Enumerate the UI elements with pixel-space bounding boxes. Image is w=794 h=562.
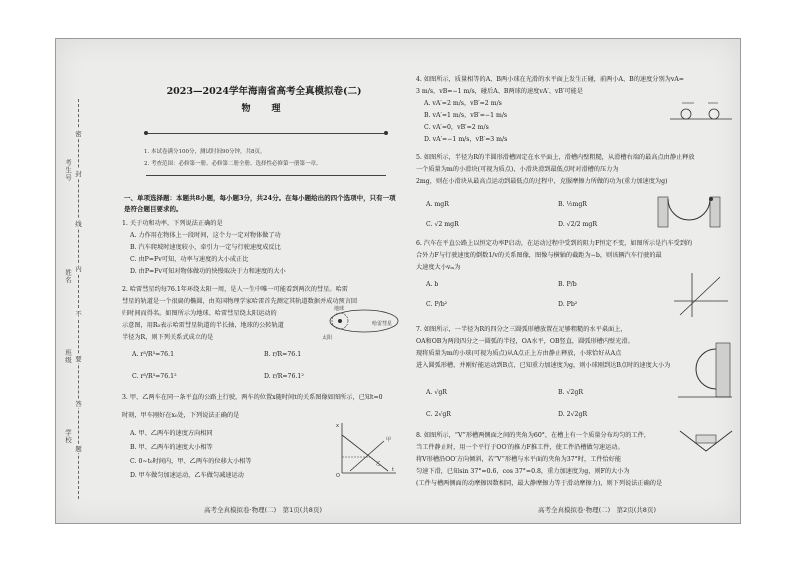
q5-option-a: A. mgR: [426, 201, 449, 208]
q5-semicircle-track: [656, 195, 722, 229]
slider-block-icon: [709, 197, 713, 201]
q7-option-d: D. 2√2gR: [558, 411, 588, 418]
question-7-stem-2: OA和OB为两段四分之一圆弧的半径，OA水平，OB竖直，圆弧形槽内壁光滑。: [416, 338, 634, 345]
q4-option-b: B. vA′=1 m/s，vB′=−1 m/s: [424, 112, 508, 119]
question-2-stem-5: 半径为R，则下列关系式成立的是: [122, 334, 214, 341]
q4-collision-figure: [668, 97, 734, 125]
q6-option-d: D. Pb²: [558, 301, 578, 308]
question-3-stem-1: 3. 甲、乙两车在同一条平直的公路上行驶，两车的位置x随时间t的关系图像如图所示，已知t=0: [122, 394, 383, 401]
question-8-stem-5: (工件与槽两侧面的动摩擦因数相同，最大静摩擦力等于滑动摩擦力)，则下列说法正确的是: [416, 480, 663, 487]
fig-label-sun: 太阳: [322, 335, 333, 341]
line-yi: [342, 435, 388, 471]
question-8-stem-3: 将V形槽沿OO′方向倾斜，若“V”形槽与水平面的夹角为37°时，工件恰好能: [416, 456, 622, 463]
question-1-stem: 1. 关于功和功率，下列说法正确的是: [122, 220, 223, 227]
q6-force-graph: [670, 271, 730, 319]
exam-title: 2023—2024学年海南省高考全真模拟卷(二): [166, 86, 362, 97]
q7-option-c: C. 2√gR: [426, 411, 451, 418]
track-right-wall: [710, 197, 720, 227]
q4-option-d: D. vA′=−1 m/s，vB′=3 m/s: [424, 136, 508, 143]
question-7-stem-4: 进入圆弧形槽，并刚好能运动到B点，已知重力加速度为g，则小球刚到达B点时的速度大小为: [416, 362, 671, 369]
question-8-stem-1: 8. 如图所示，“V”形槽两侧面之间的夹角为60°，在槽上有一个质量分布均匀的工件，: [416, 432, 651, 439]
q4-option-c: C. vA′=0，vB′=2 m/s: [424, 124, 489, 131]
question-7-stem-3: 现将质量为m的小球(可视为质点)从A点正上方由静止释放，小球恰好从A点: [416, 350, 622, 357]
q7-option-a: A. √gR: [426, 389, 447, 396]
bullet-dot: [384, 131, 388, 135]
graph-line: [680, 277, 720, 315]
fold-char: 答: [73, 399, 84, 408]
q2-option-a: A. r³/R³=76.1: [132, 351, 175, 358]
question-2-stem-4: 示意图，用R₀表示哈雷彗星轨道的半长轴，地球的公转轨道: [122, 322, 284, 329]
sun-icon: [338, 319, 342, 323]
question-2-stem-2: 彗星的轨道是一个很扁的椭圆，由英国物理学家哈雷首先测定其轨道数据并成功预言回: [122, 298, 358, 305]
track-left-wall: [658, 197, 668, 227]
fold-char: 不: [73, 309, 84, 318]
q2-option-b: B. r/R=76.1: [264, 351, 302, 358]
q6-option-b: B. P/b: [558, 281, 577, 288]
divider: [146, 133, 386, 134]
margin-label-school: 学校: [64, 429, 72, 444]
section-heading: 一、单项选择题：本题共8小题，每小题3分，共24分。在每小题给出的四个选项中，只有一项是符合题目要求的。: [124, 194, 396, 213]
question-5-stem-3: 2mg，则在小滑块从最高点运动到最低点的过程中，克服摩擦力所做的功为(重力加速度为g): [416, 178, 668, 185]
fold-char: 封: [73, 169, 84, 178]
question-8-stem-2: 当工件静止时，用一个平行于OO′的推力F推工件，使工件沿槽做匀速运动。: [416, 444, 624, 451]
fold-line: [78, 99, 79, 499]
track-curve: [668, 199, 710, 220]
divider: [146, 175, 386, 176]
question-7-stem-1: 7. 如图所示，一半径为R的四分之三圆弧形槽放置在足够粗糙的水平桌面上，: [416, 326, 627, 333]
margin-label-class: 班级: [64, 349, 72, 364]
question-8-stem-4: 匀速下滑，已知sin 37°=0.6，cos 37°=0.8，重力加速度为g，则F的大小为: [416, 468, 630, 475]
q2-orbit-figure: [320, 301, 400, 341]
question-5-stem-2: 一个质量为m的小滑块(可视为质点)，小滑块滑到最低点时对滑槽的压力为: [416, 166, 619, 173]
q2-option-d: D. r/R=76.1²: [264, 373, 304, 380]
q5-option-d: D. √2/2 mgR: [558, 221, 598, 228]
fig-label-t: t: [392, 467, 394, 473]
fold-char: 线: [73, 219, 84, 228]
q3-option-a: A. 甲、乙两车的速度方向相同: [130, 430, 213, 437]
q1-option-d: D. 由P=Fv可知对物体做功的快慢取决于力和速度的大小: [130, 268, 286, 275]
footer-page-1: 高考全真模拟卷·物理(二) 第1页(共8页): [204, 506, 322, 514]
bullet-dot: [144, 131, 148, 135]
question-6-stem-3: 大速度大小vₘ为: [416, 264, 461, 271]
fold-char: 内: [73, 264, 84, 273]
question-2-stem-3: 归时间而得名。如图所示为地球、哈雷彗星绕太阳运动的: [122, 310, 277, 317]
fig-label-o: O: [336, 473, 340, 477]
exam-sheet: [55, 38, 741, 524]
groove-arc: [696, 349, 716, 389]
fig-label-jia: 甲: [386, 437, 392, 443]
footer-page-2: 高考全真模拟卷·物理(二) 第2页(共8页): [538, 506, 656, 514]
fig-label-comet: 哈雷彗星: [372, 321, 393, 327]
fig-label-x: x: [336, 423, 339, 429]
q3-option-b: B. 甲、乙两车的速度大小相等: [130, 444, 213, 451]
q3-option-d: D. 甲车做匀加速运动，乙车做匀减速运动: [130, 472, 244, 479]
question-6-stem-1: 6. 汽车在平直公路上以恒定功率P启动，在运动过程中受到的阻力F恒定不变，如图所示是汽车受到的: [416, 240, 693, 247]
q5-option-c: C. √2 mgR: [426, 221, 459, 228]
workpiece: [696, 435, 716, 443]
q6-option-a: A. b: [426, 281, 439, 288]
question-5-stem-1: 5. 如图所示，半径为R的半圆形滑槽固定在水平面上，滑槽内壁粗糙，从滑槽右端的最高点由静止释放: [416, 154, 695, 161]
ball-a-icon: [681, 109, 691, 119]
question-3-stem-2: 时刻，甲车刚好在x₀处，下列说法正确的是: [122, 412, 240, 419]
q2-option-c: C. r³/R³=76.1²: [132, 373, 177, 380]
fig-label-yi: 乙: [376, 461, 382, 467]
notice-box: [134, 125, 400, 181]
question-2-stem-1: 2. 哈雷彗星约每76.1年环绕太阳一周，是人一生中唯一可能看到两次的彗星。哈雷: [122, 286, 348, 293]
page-1: [114, 39, 404, 523]
notice-item-1: 1. 本试卷满分100分，测试时间90分钟，共8页。: [144, 149, 266, 155]
q8-v-groove-figure: [678, 427, 734, 455]
question-6-stem-2: 合外力F与行驶速度的倒数1/v的关系图像，图像与横轴的截距为−b，则该辆汽车行驶的最: [416, 252, 662, 259]
q1-option-a: A. 力作用在物体上一段时间，这个力一定对物体做了功: [130, 232, 281, 239]
notice-item-2: 2. 考查范围：必修第一册、必修第二册全册、选择性必修第一册第一章。: [144, 161, 322, 167]
q3-option-c: C. 0~t₀时间内，甲、乙两车的位移大小相等: [130, 458, 252, 465]
fig-label-earth: 地球: [334, 306, 345, 312]
question-4-stem-1: 4. 如图所示，质量相等的A、B两小球在光滑的水平面上发生正碰，前两小A、B的速度分别为vA=: [416, 76, 684, 83]
fold-char: 要: [73, 354, 84, 363]
margin-label-name: 姓名: [64, 269, 72, 284]
fold-char: 密: [73, 129, 84, 138]
q7-arc-groove: [676, 339, 734, 399]
q1-option-c: C. 由P=Fv可知，功率与速度的大小成正比: [130, 256, 249, 263]
q1-option-b: B. 汽车爬坡时速度较小，牵引力一定与行驶速度成反比: [130, 244, 281, 251]
margin-label-exam-id: 考生号: [64, 159, 72, 182]
q5-option-b: B. ½mgR: [558, 201, 587, 208]
q4-option-a: A. vA′=2 m/s，vB′=2 m/s: [424, 100, 502, 107]
groove-block: [716, 343, 730, 397]
subject-title: 物 理: [241, 104, 287, 114]
q7-option-b: B. √2gR: [558, 389, 583, 396]
ball-b-icon: [709, 109, 719, 119]
q6-option-c: C. P/b²: [426, 301, 448, 308]
q3-xt-graph: [336, 421, 398, 477]
fold-char: 题: [73, 444, 84, 453]
question-4-stem-2: 3 m/s，vB=−1 m/s，碰后A、B两球的速度vA′、vB′可能是: [416, 88, 583, 95]
page-2: [408, 39, 738, 523]
binding-margin: [56, 39, 114, 523]
